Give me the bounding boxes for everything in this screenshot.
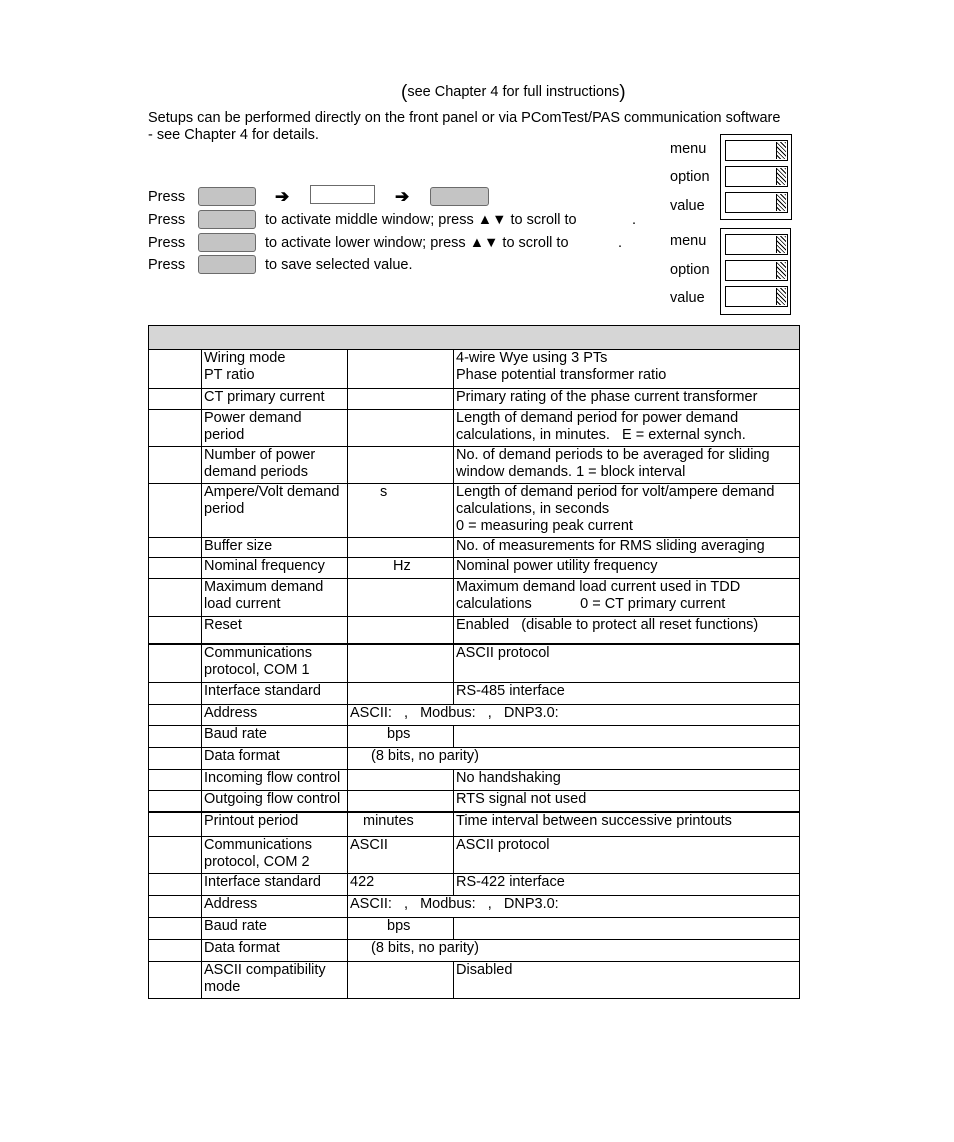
code-cell bbox=[149, 940, 202, 962]
description-cell: Disabled bbox=[454, 962, 800, 999]
option-value-cell bbox=[348, 644, 454, 683]
display-2-value-label: value bbox=[670, 290, 705, 306]
description-cell: No. of measurements for RMS sliding averaging bbox=[454, 538, 800, 558]
display-2-menu-window bbox=[725, 234, 788, 255]
parameter-name-cell: Data format bbox=[202, 940, 348, 962]
hatch-icon bbox=[776, 142, 786, 159]
parameter-name-cell: Interface standard bbox=[202, 874, 348, 896]
select-button bbox=[198, 210, 256, 229]
table-row bbox=[149, 962, 800, 999]
option-value-cell: ASCII: , Modbus: , DNP3.0: bbox=[348, 896, 800, 918]
option-value-cell bbox=[348, 791, 454, 812]
code-cell bbox=[149, 896, 202, 918]
description-cell: RS-422 interface bbox=[454, 874, 800, 896]
parameter-name-cell: Maximum demand load current bbox=[202, 579, 348, 617]
option-value-cell bbox=[348, 962, 454, 999]
parameter-name-cell: Ampere/Volt demand period bbox=[202, 484, 348, 538]
option-value-cell: minutes bbox=[348, 812, 454, 837]
description-cell: Nominal power utility frequency bbox=[454, 558, 800, 579]
hatch-icon bbox=[776, 236, 786, 253]
table-row bbox=[149, 484, 800, 538]
parameter-name-cell: Reset bbox=[202, 617, 348, 644]
display-1 bbox=[720, 134, 792, 220]
table-row bbox=[149, 617, 800, 644]
parameter-name-cell: Data format bbox=[202, 748, 348, 770]
code-cell bbox=[149, 484, 202, 538]
display-1-option-window bbox=[725, 166, 788, 187]
subtitle bbox=[401, 82, 626, 103]
code-cell bbox=[149, 918, 202, 940]
intro-paragraph bbox=[148, 110, 780, 144]
parameter-name-cell: Communications protocol, COM 1 bbox=[202, 644, 348, 683]
parameter-name-cell: Number of power demand periods bbox=[202, 447, 348, 484]
code-cell bbox=[149, 579, 202, 617]
table-row bbox=[149, 791, 800, 812]
option-value-cell: s bbox=[348, 484, 454, 538]
display-1-menu-label: menu bbox=[670, 141, 707, 157]
parameter-name-cell: Communications protocol, COM 2 bbox=[202, 837, 348, 874]
arrow-right-icon: ➔ bbox=[275, 187, 290, 206]
hatch-icon bbox=[776, 168, 786, 185]
paren-open: ( bbox=[401, 82, 408, 103]
parameter-name-cell: Incoming flow control bbox=[202, 770, 348, 791]
code-cell bbox=[149, 748, 202, 770]
code-cell bbox=[149, 962, 202, 999]
description-cell: RTS signal not used bbox=[454, 791, 800, 812]
parameter-box bbox=[310, 185, 375, 204]
step-2-dot: . bbox=[632, 212, 637, 228]
description-cell: No. of demand periods to be averaged for sliding window demands. 1 = block interval bbox=[454, 447, 800, 484]
parameter-name-cell: Interface standard bbox=[202, 683, 348, 705]
step-4-text: to save selected value. bbox=[265, 257, 413, 273]
option-value-cell bbox=[348, 389, 454, 410]
option-value-cell bbox=[348, 538, 454, 558]
option-value-cell bbox=[348, 410, 454, 447]
table-header-cell bbox=[149, 326, 800, 350]
option-value-cell bbox=[348, 617, 454, 644]
table-row bbox=[149, 538, 800, 558]
enter-button bbox=[198, 255, 256, 274]
code-cell bbox=[149, 558, 202, 579]
description-cell: Maximum demand load current used in TDD calculations 0 = CT primary current bbox=[454, 579, 800, 617]
code-cell bbox=[149, 410, 202, 447]
parameter-name-cell: Baud rate bbox=[202, 726, 348, 748]
code-cell bbox=[149, 812, 202, 837]
option-value-cell: ASCII: , Modbus: , DNP3.0: bbox=[348, 705, 800, 726]
table-row bbox=[149, 558, 800, 579]
option-value-cell: (8 bits, no parity) bbox=[348, 748, 800, 770]
option-value-cell bbox=[348, 350, 454, 389]
description-cell: Primary rating of the phase current transformer bbox=[454, 389, 800, 410]
step-1-press: Press bbox=[148, 189, 186, 205]
description-cell bbox=[454, 918, 800, 940]
parameter-name-cell: Printout period bbox=[202, 812, 348, 837]
code-cell bbox=[149, 837, 202, 874]
description-cell: Length of demand period for volt/ampere demand calculations, in seconds 0 = measuring peak current bbox=[454, 484, 800, 538]
parameter-name-cell: Nominal frequency bbox=[202, 558, 348, 579]
display-2-option-window bbox=[725, 260, 788, 281]
parameter-name-cell: ASCII compatibility mode bbox=[202, 962, 348, 999]
code-cell bbox=[149, 683, 202, 705]
table-row bbox=[149, 918, 800, 940]
table-row bbox=[149, 837, 800, 874]
display-1-value-label: value bbox=[670, 198, 705, 214]
option-value-cell bbox=[348, 579, 454, 617]
paren-close: ) bbox=[619, 82, 626, 103]
setup-table bbox=[148, 325, 800, 999]
option-value-cell: Hz bbox=[348, 558, 454, 579]
option-value-cell: 422 bbox=[348, 874, 454, 896]
description-cell: ASCII protocol bbox=[454, 837, 800, 874]
parameter-name-cell: CT primary current bbox=[202, 389, 348, 410]
menu-button bbox=[198, 187, 256, 206]
table-row bbox=[149, 812, 800, 837]
table-row bbox=[149, 874, 800, 896]
table-row bbox=[149, 644, 800, 683]
code-cell bbox=[149, 791, 202, 812]
code-cell bbox=[149, 705, 202, 726]
subtitle-text: see Chapter 4 for full instructions bbox=[407, 84, 620, 100]
description-cell: Length of demand period for power demand calculations, in minutes. E = external synch. bbox=[454, 410, 800, 447]
code-cell bbox=[149, 770, 202, 791]
hatch-icon bbox=[776, 262, 786, 279]
option-value-cell: bps bbox=[348, 918, 454, 940]
table-row bbox=[149, 726, 800, 748]
option-value-cell bbox=[348, 770, 454, 791]
code-cell bbox=[149, 447, 202, 484]
parameter-name-cell: Address bbox=[202, 896, 348, 918]
code-cell bbox=[149, 726, 202, 748]
intro-line-1: Setups can be performed directly on the front panel or via PComTest/PAS communication software bbox=[148, 110, 781, 126]
display-1-option-label: option bbox=[670, 169, 710, 185]
code-cell bbox=[149, 644, 202, 683]
step-3-dot: . bbox=[618, 235, 623, 251]
table-row bbox=[149, 770, 800, 791]
table-row bbox=[149, 579, 800, 617]
table-row bbox=[149, 748, 800, 770]
table-row bbox=[149, 683, 800, 705]
display-1-value-window bbox=[725, 192, 788, 213]
code-cell bbox=[149, 538, 202, 558]
option-value-cell bbox=[348, 683, 454, 705]
display-2 bbox=[720, 228, 791, 315]
description-cell: 4-wire Wye using 3 PTs Phase potential transformer ratio bbox=[454, 350, 800, 389]
table-row bbox=[149, 940, 800, 962]
display-2-option-label: option bbox=[670, 262, 710, 278]
table-row bbox=[149, 410, 800, 447]
option-value-cell: bps bbox=[348, 726, 454, 748]
parameter-name-cell: Address bbox=[202, 705, 348, 726]
step-4-press: Press bbox=[148, 257, 186, 273]
parameter-name-cell: Outgoing flow control bbox=[202, 791, 348, 812]
description-cell: ASCII protocol bbox=[454, 644, 800, 683]
option-value-cell bbox=[348, 447, 454, 484]
display-2-value-window bbox=[725, 286, 788, 307]
display-1-menu-window bbox=[725, 140, 788, 161]
code-cell bbox=[149, 350, 202, 389]
step-2-press: Press bbox=[148, 212, 186, 228]
option-value-cell: ASCII bbox=[348, 837, 454, 874]
step-3-text: to activate lower window; press ▲▼ to scroll to bbox=[265, 235, 569, 251]
hatch-icon bbox=[776, 194, 786, 211]
parameter-name-cell: Power demand period bbox=[202, 410, 348, 447]
table-row bbox=[149, 705, 800, 726]
code-cell bbox=[149, 389, 202, 410]
step-3-press: Press bbox=[148, 235, 186, 251]
intro-line-2: - see Chapter 4 for details. bbox=[148, 127, 319, 143]
arrow-right-icon: ➔ bbox=[395, 187, 410, 206]
description-cell: Enabled (disable to protect all reset functions) bbox=[454, 617, 800, 644]
description-cell: Time interval between successive printouts bbox=[454, 812, 800, 837]
parameter-name-cell: Buffer size bbox=[202, 538, 348, 558]
table-row bbox=[149, 447, 800, 484]
hatch-icon bbox=[776, 288, 786, 305]
parameter-name-cell: Wiring mode PT ratio bbox=[202, 350, 348, 389]
parameter-name-cell: Baud rate bbox=[202, 918, 348, 940]
code-cell bbox=[149, 617, 202, 644]
table-header-row bbox=[149, 326, 800, 350]
code-cell bbox=[149, 874, 202, 896]
table-row bbox=[149, 896, 800, 918]
enter-button bbox=[430, 187, 489, 206]
table-row bbox=[149, 389, 800, 410]
display-2-menu-label: menu bbox=[670, 233, 707, 249]
description-cell: RS-485 interface bbox=[454, 683, 800, 705]
option-value-cell: (8 bits, no parity) bbox=[348, 940, 800, 962]
select-button bbox=[198, 233, 256, 252]
description-cell: No handshaking bbox=[454, 770, 800, 791]
step-2-text: to activate middle window; press ▲▼ to scroll to bbox=[265, 212, 577, 228]
description-cell bbox=[454, 726, 800, 748]
table-row bbox=[149, 350, 800, 389]
